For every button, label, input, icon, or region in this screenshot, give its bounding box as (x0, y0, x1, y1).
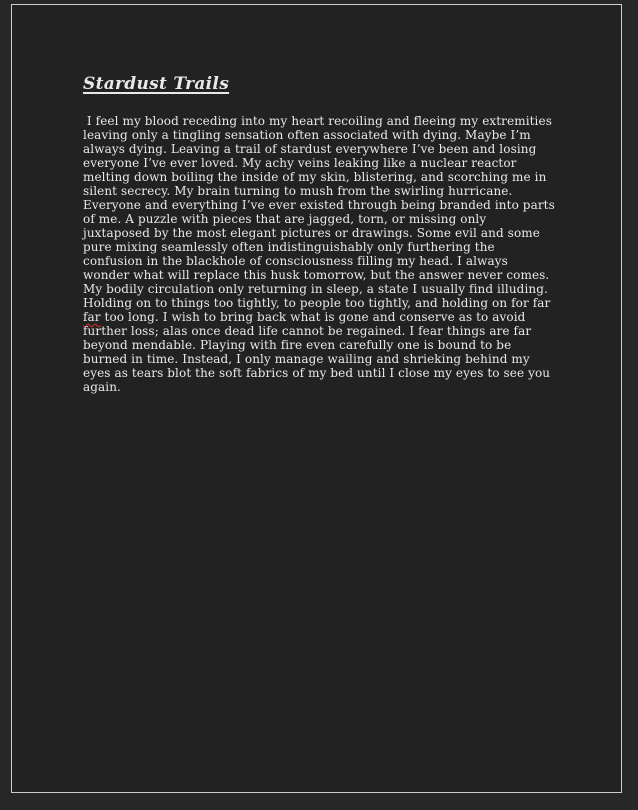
body-text-before-typo: I feel my blood receding into my heart recoiling and fleeing my extremities leaving only a tingling sensation often associated with dying. Maybe I’m always dying. Leaving a trail of stardust everywhere I’ve been and losing everyone I’ve ever loved. My achy veins leaking like a nuclear reactor melting down boiling the inside of my skin, blistering, and scorching me in silent secrecy. My brain turning to mush from the swirling hurricane. Everyone and everything I’ve ever existed through being branded into parts of me. A puzzle with pieces that are jagged, torn, or missing only juxtaposed by the most elegant pictures or drawings. Some evil and some pure mixing seamlessly often indistinguishably only furthering the confusion in the blackhole of consciousness filling my head. I always wonder what will replace this husk tomorrow, but the answer never comes. My bodily circulation only returning in sleep, a state I usually find illuding. Holding on to things too tightly, to people too tightly, and holding on for far (83, 114, 559, 310)
document-body[interactable] (83, 114, 559, 394)
document-title[interactable]: Stardust Trails (83, 74, 230, 94)
document-page[interactable] (11, 4, 622, 793)
document-content (12, 5, 621, 394)
body-text-after-typo: too long. I wish to bring back what is gone and conserve as to avoid further loss; alas once dead life cannot be regained. I fear things are far beyond mendable. Playing with fire even carefully one is bound to be burned in time. Instead, I only manage wailing and shrieking behind my eyes as tears blot the soft fabrics of my bed until I close my eyes to see you again. (83, 310, 555, 394)
misspelled-word[interactable]: far (83, 310, 101, 324)
